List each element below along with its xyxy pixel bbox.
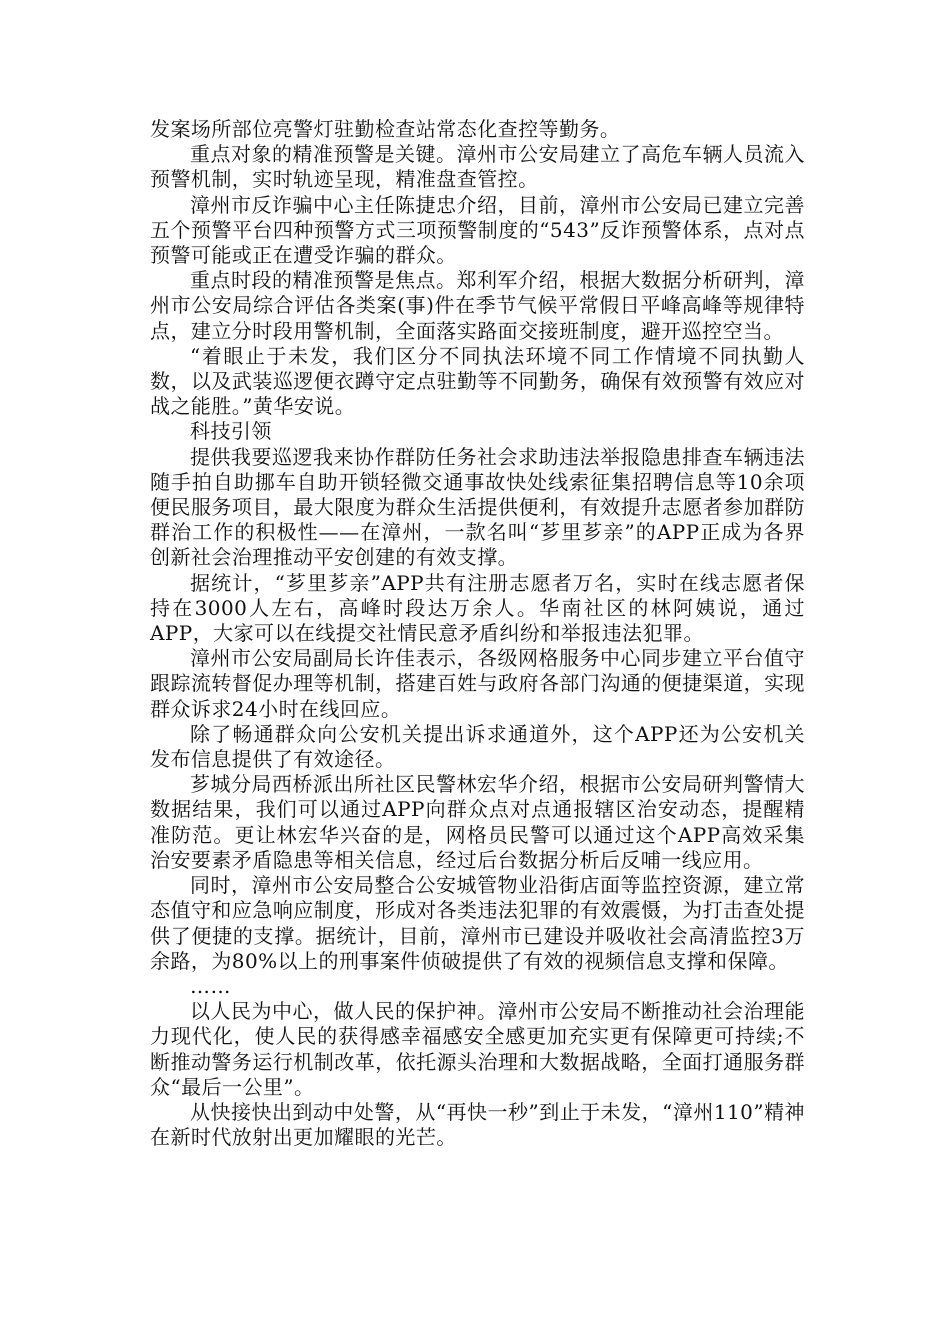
paragraph-key-targets: 重点对象的精准预警是关键。漳州市公安局建立了高危车辆人员流入预警机制，实时轨迹呈现，精准盘查管控。 [150,142,805,192]
paragraph-quote: “着眼止于未发，我们区分不同执法环境不同工作情境不同执勤人数，以及武装巡逻便衣蹲守定点驻勤等不同勤务，确保有效预警有效应对战之能胜。”黄华安说。 [150,343,805,419]
paragraph-closing: 从快接快出到动中处警，从“再快一秒”到止于未发，“漳州110”精神在新时代放射出更加耀眼的光芒。 [150,1099,805,1150]
paragraph-community-officer: 芗城分局西桥派出所社区民警林宏华介绍，根据市公安局研判警情大数据结果，我们可以通过APP向群众点对点通报辖区治安动态，提醒精准防范。更让林宏华兴奋的是，网格员民警可以通过这个APP高效采集治安要素矛盾隐患等相关信息，经过后台数据分析后反哺一线应用。 [150,772,805,872]
paragraph-statistics: 据统计，“芗里芗亲”APP共有注册志愿者万名，实时在线志愿者保持在3000人左右，高峰时段达万余人。华南社区的林阿姨说，通过APP，大家可以在线提交社情民意矛盾纠纷和举报违法犯罪。 [150,570,805,646]
paragraph-anti-fraud: 漳州市反诈骗中心主任陈捷忠介绍，目前，漳州市公安局已建立完善五个预警平台四种预警方式三项预警制度的“543”反诈预警体系，点对点预警可能或正在遭受诈骗的群众。 [150,192,805,268]
ellipsis-separator: …… [190,973,231,998]
paragraph-people-centered: 以人民为中心，做人民的保护神。漳州市公安局不断推动社会治理能力现代化，使人民的获得感幸福感安全感更加充实更有保障更可持续;不断推动警务运行机制改革，依托源头治理和大数据战略，全面打通服务群众“最后一公里”。 [150,999,805,1099]
document-body [150,117,805,1150]
section-heading: 科技引领 [190,419,272,444]
paragraph-surveillance: 同时，漳州市公安局整合公安城管物业沿街店面等监控资源，建立常态值守和应急响应制度，形成对各类违法犯罪的有效震慑，为打击查处提供了便捷的支撑。据统计，目前，漳州市已建设并吸收社会高清监控3万余路，为80%以上的刑事案件侦破提供了有效的视频信息支撑和保障。 [150,873,805,973]
paragraph-key-periods: 重点时段的精准预警是焦点。郑利军介绍，根据大数据分析研判，漳州市公安局综合评估各类案(事)件在季节气候平常假日平峰高峰等规律特点，建立分时段用警机制，全面落实路面交接班制度，避开巡控空当。 [150,268,805,343]
paragraph-app-services: 提供我要巡逻我来协作群防任务社会求助违法举报隐患排查车辆违法随手拍自助挪车自助开锁轻微交通事故快处线索征集招聘信息等10余项便民服务项目，最大限度为群众生活提供便利，有效提升志愿者参加群防群治工作的积极性——在漳州，一款名叫“芗里芗亲”的APP正成为各界创新社会治理推动平安创建的有效支撑。 [150,444,805,570]
paragraph-deputy-director: 漳州市公安局副局长许佳表示，各级网格服务中心同步建立平台值守跟踪流转督促办理等机制，搭建百姓与政府各部门沟通的便捷渠道，实现群众诉求24小时在线回应。 [150,646,805,721]
paragraph-info-channel: 除了畅通群众向公安机关提出诉求通道外，这个APP还为公安机关发布信息提供了有效途径。 [150,721,805,772]
paragraph-continuation: 发案场所部位亮警灯驻勤检查站常态化查控等勤务。 [150,117,621,141]
